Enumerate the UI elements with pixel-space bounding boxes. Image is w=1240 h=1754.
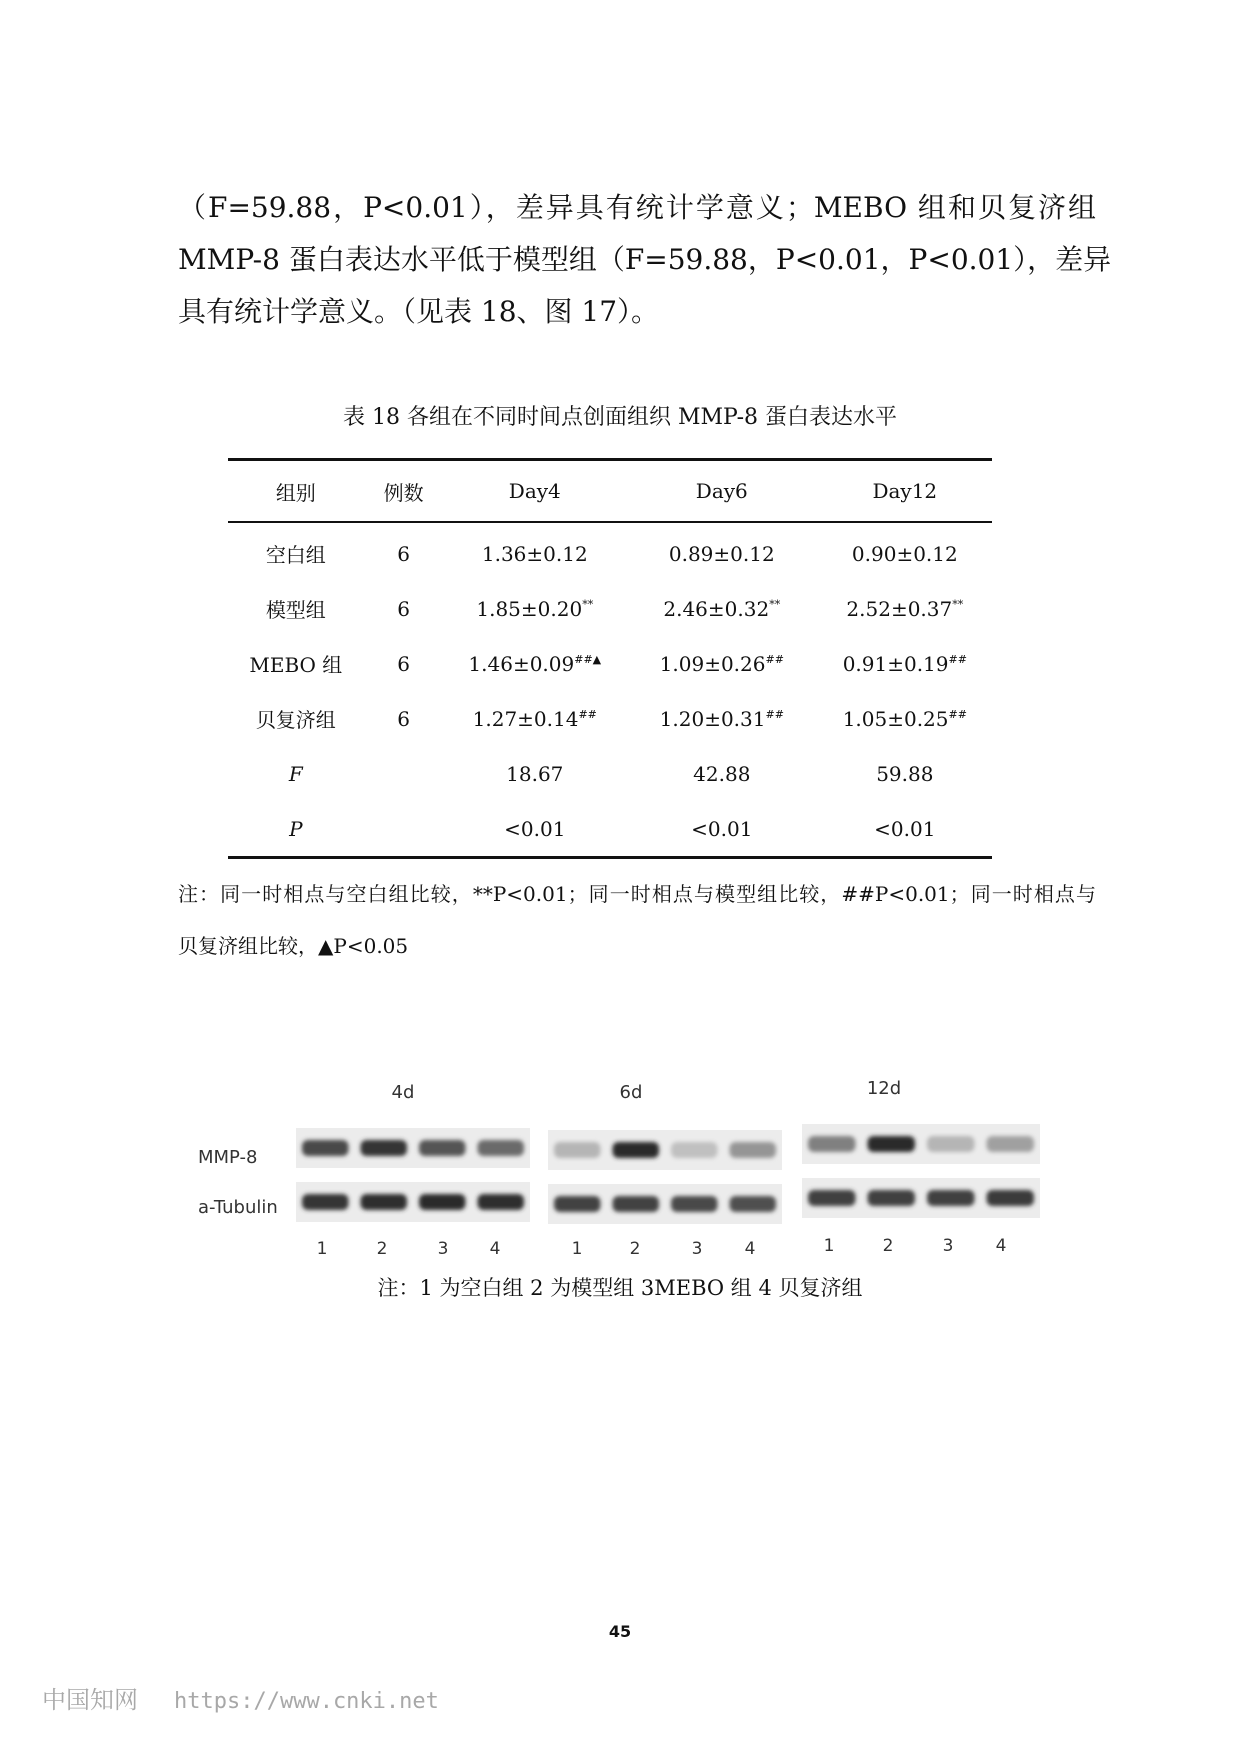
tubulin-band (554, 1196, 601, 1212)
cell-day4: 1.36±0.12 (481, 541, 588, 566)
blot-time-label: 12d (866, 1078, 902, 1099)
header-day4: Day4 (444, 460, 626, 523)
tubulin-band (671, 1196, 718, 1212)
blot-row-label-tubulin: a-Tubulin (198, 1197, 278, 1218)
blot-lane-label: 3 (942, 1236, 954, 1256)
cell-day12: 0.90±0.12 (851, 541, 958, 566)
table-header-row (228, 460, 992, 523)
tubulin-band (730, 1196, 777, 1212)
blot-panel-mmp8 (548, 1130, 782, 1170)
tubulin-band (808, 1190, 856, 1206)
cell-day4: <0.01 (444, 801, 626, 858)
row-p-label: P (228, 801, 364, 858)
blot-lane-label: 1 (571, 1239, 583, 1259)
cell-day6: 1.09±0.26## (659, 651, 784, 676)
cell-day12: <0.01 (818, 801, 992, 858)
blot-lane-label: 4 (489, 1239, 501, 1259)
row-group: 贝复济组 (255, 708, 336, 732)
cell-day12: 2.52±0.37** (846, 596, 964, 621)
blot-panel-tubulin (296, 1182, 530, 1222)
cell-day12: 59.88 (876, 761, 934, 786)
header-day12: Day12 (818, 460, 992, 523)
mmp8-band (868, 1136, 916, 1152)
mmp8-band (302, 1140, 349, 1156)
paragraph-line-1: （F=59.88，P<0.01），差异具有统计学意义；MEBO 组和贝复济组 (178, 191, 1096, 224)
blot-time-label: 6d (619, 1082, 643, 1103)
mmp8-band (808, 1136, 856, 1152)
cell-day6: 2.46±0.32** (663, 596, 781, 621)
mmp8-band (987, 1136, 1035, 1152)
row-group: MEBO 组 (249, 653, 343, 677)
blot-panel-tubulin (548, 1184, 782, 1224)
figure-note: 注：1 为空白组 2 为模型组 3MEBO 组 4 贝复济组 (377, 1276, 863, 1300)
cell-day4: 1.85±0.20** (476, 596, 594, 621)
header-day6: Day6 (626, 460, 818, 523)
row-count: 6 (397, 706, 410, 731)
table-note-line-1: 注：同一时相点与空白组比较，**P<0.01；同一时相点与模型组比较，##P<0.01；同一时相点与 (178, 882, 1096, 906)
watermark-brand: 中国知网 (42, 1686, 138, 1714)
mmp8-band (419, 1140, 466, 1156)
row-count: 6 (397, 596, 410, 621)
body-paragraph (178, 182, 1112, 338)
table-row-p (228, 801, 992, 858)
table-row (228, 691, 992, 746)
cell-day6: 42.88 (693, 761, 751, 786)
mmp8-band (554, 1142, 601, 1158)
table-row (228, 581, 992, 636)
blot-panel-tubulin (802, 1178, 1040, 1218)
cell-day6: 1.20±0.31## (659, 706, 784, 731)
tubulin-band (927, 1190, 975, 1206)
page-number: 45 (608, 1622, 632, 1641)
tubulin-band (478, 1194, 525, 1210)
mmp8-band (613, 1142, 660, 1158)
tubulin-band (302, 1194, 349, 1210)
row-f-label: F (288, 761, 303, 786)
blot-lane-label: 1 (316, 1239, 328, 1259)
tubulin-band (987, 1190, 1035, 1206)
mmp8-band (361, 1140, 408, 1156)
cell-day6: <0.01 (626, 801, 818, 858)
blot-panel-mmp8 (296, 1128, 530, 1168)
mmp8-band (927, 1136, 975, 1152)
tubulin-band (868, 1190, 916, 1206)
row-count: 6 (397, 541, 410, 566)
cell-day12: 0.91±0.19## (842, 651, 967, 676)
mmp8-expression-table (228, 458, 992, 859)
row-group: 空白组 (265, 543, 326, 567)
cell-day4: 1.46±0.09##▲ (468, 651, 602, 676)
row-group: 模型组 (265, 598, 326, 622)
header-count: 例数 (364, 460, 444, 523)
paragraph-line-3: 具有统计学意义。（见表 18、图 17）。 (178, 295, 660, 328)
blot-lane-label: 2 (882, 1236, 894, 1256)
blot-lane-label: 3 (437, 1239, 449, 1259)
row-count: 6 (397, 651, 410, 676)
cell-day6: 0.89±0.12 (668, 541, 775, 566)
blot-lane-label: 2 (376, 1239, 388, 1259)
cell-day4: 18.67 (506, 761, 564, 786)
watermark-url: https://www.cnki.net (174, 1689, 439, 1714)
header-group: 组别 (228, 460, 364, 523)
mmp8-band (671, 1142, 718, 1158)
tubulin-band (613, 1196, 660, 1212)
mmp8-band (478, 1140, 525, 1156)
cnki-watermark (42, 1680, 439, 1715)
paragraph-line-2: MMP-8 蛋白表达水平低于模型组（F=59.88，P<0.01，P<0.01），差异 (178, 243, 1112, 276)
mmp8-band (730, 1142, 777, 1158)
blot-panel-mmp8 (802, 1124, 1040, 1164)
blot-lane-label: 4 (995, 1236, 1007, 1256)
blot-time-label: 4d (391, 1082, 415, 1103)
blot-lane-label: 3 (691, 1239, 703, 1259)
tubulin-band (361, 1194, 408, 1210)
table-row-f (228, 746, 992, 801)
cell-day4: 1.27±0.14## (472, 706, 597, 731)
blot-lane-label: 1 (823, 1236, 835, 1256)
table-note-line-2: 贝复济组比较，▲P<0.05 (178, 934, 409, 958)
blot-lane-label: 4 (744, 1239, 756, 1259)
table-row (228, 636, 992, 691)
tubulin-band (419, 1194, 466, 1210)
table-row (228, 522, 992, 581)
table-note (178, 868, 1096, 972)
table-caption: 表 18 各组在不同时间点创面组织 MMP-8 蛋白表达水平 (342, 405, 898, 430)
cell-day12: 1.05±0.25## (842, 706, 967, 731)
blot-lane-label: 2 (629, 1239, 641, 1259)
blot-row-label-mmp8: MMP-8 (198, 1147, 258, 1168)
